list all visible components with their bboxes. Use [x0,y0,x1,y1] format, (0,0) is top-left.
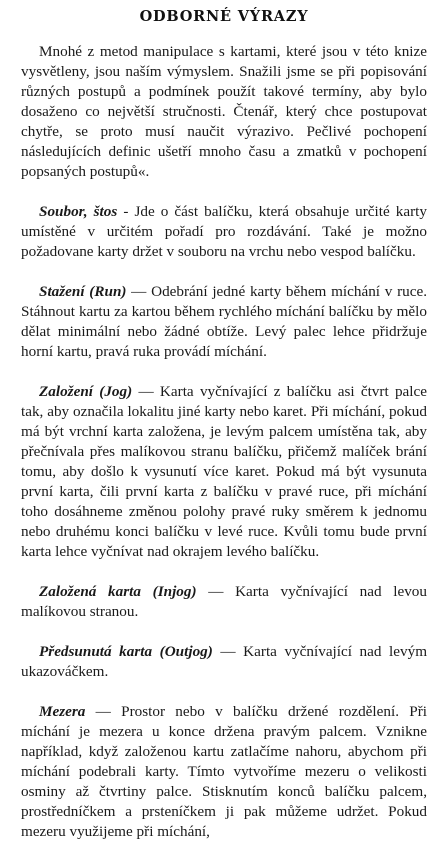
definition-term: Soubor, štos [39,203,118,220]
page-title: ODBORNÉ VÝRAZY [139,8,309,25]
definition-text: — Karta vyčnívající z balíčku asi čtvrt palce tak, aby označila lokalitu jiné karty nebo karet. Při míchání, pokud má být vrchní karta založena, je levým palcem umístěna tak, aby přečnívala přes malíkovou stranu balíčku, přičemž malíček brání tomu, aby došlo k vysunutí více karet. Pokud má být vysunuta první karta, čili první karta z balíčku v pravé ruce, při míchání toho dosáhneme změnou polohy pravé ruky směrem k jednomu nebo druhému konci balíčku v levé ruce. Kvůli tomu bude první karta lehce vyčnívat nad okrajem levého balíčku. [21,383,427,560]
definition-text: - Jde o část balíčku, která obsahuje určité karty umístěné v určitém pořadí pro rozdávání. Také je možno požadovane karty držet v souboru na vrchu nebo vespod balíčku. [21,203,427,260]
definition-term: Založení (Jog) [39,383,133,400]
definition-injog [21,582,427,622]
definition-stazeni [21,282,427,362]
definition-term: Založená karta (Injog) [39,583,197,600]
definition-text: — Odebrání jedné karty během míchání v ruce. Stáhnout kartu za kartou během rychlého míchání balíčku by mělo dělat minimální nebo žádné obtíže. Levý palec lehce přidržuje horní kartu, pravá ruka provádí míchání. [21,283,428,360]
definition-outjog [21,642,427,682]
definition-zalozeni [21,382,427,562]
definition-text: — Karta vyčnívající nad levým ukazováčkem. [21,643,428,680]
definition-term: Předsunutá karta (Outjog) [39,643,213,660]
definition-mezera [21,702,427,842]
definition-soubor [21,202,427,262]
definition-text: — Prostor nebo v balíčku držené rozdělení. Při míchání je mezera u konce držena pravým palcem. Vznikne například, když založenou kartu zatlačíme nahoru, abychom při míchání podebrali karty. Tímto vytvoříme mezeru o velikosti osminy až čtvrtiny palce. Stisknutím konců balíčku palcem, prostředníčkem a prsteníčkem ji pak můžeme udržet. Pokud mezeru využijeme při míchání, [21,703,427,840]
definition-term: Mezera [39,703,86,720]
definition-text: — Karta vyčnívající nad levou malíkovou stranou. [21,583,427,620]
intro-paragraph: Mnohé z metod manipulace s kartami, které jsou v této knize vysvětleny, jsou naším výmyslem. Snažili jsme se při popisování různých postupů a podmínek použít takové termíny, aby bylo dosaženo co největší stručnosti. Čtenář, který chce postupovat chytře, se proto musí naučit výrazivo. Pečlivé pochopení následujících definic ušetří mnoho času a zmatků v pochopení popsaných postupů«. [21,43,427,180]
definition-term: Stažení (Run) [39,283,127,300]
